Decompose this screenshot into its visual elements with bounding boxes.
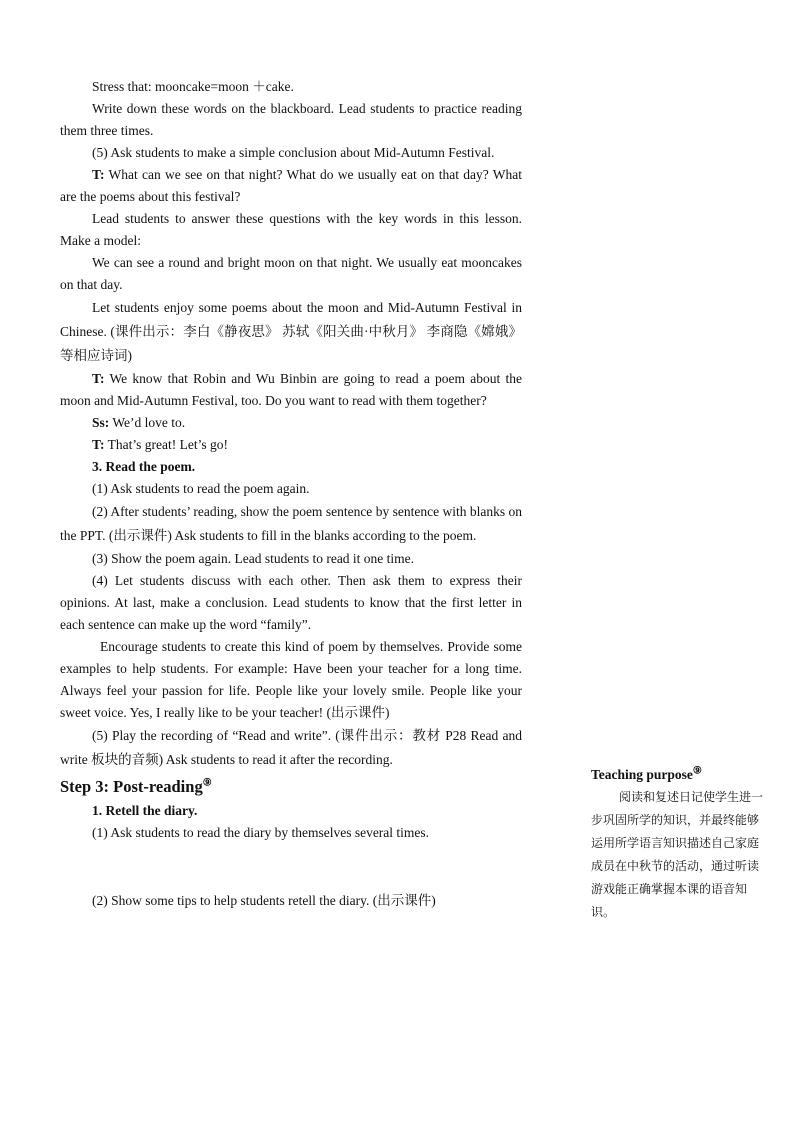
step-heading: Step 3: Post-reading⑨ xyxy=(60,777,212,796)
teaching-purpose-note xyxy=(591,764,763,924)
dialogue-teacher: T: That’s great! Let’s go! xyxy=(92,437,228,452)
paragraph: Write down these words on the blackboard. Lead students to practice reading them three times. xyxy=(60,101,522,138)
footnote-mark: ⑨ xyxy=(692,765,702,777)
blank-space xyxy=(60,844,522,890)
paragraph: Let students enjoy some poems about the moon and Mid-Autumn Festival in Chinese. (课件出示：李白《静夜思》 苏轼《阳关曲·中秋月》 李商隐《嫦娥》等相应诗词) xyxy=(60,300,522,363)
paragraph: (2) After students’ reading, show the poem sentence by sentence with blanks on the PPT. (出示课件) Ask students to fill in the blanks according to the poem. xyxy=(60,504,522,543)
paragraph: We can see a round and bright moon on that night. We usually eat mooncakes on that day. xyxy=(60,255,522,292)
note-title: Teaching purpose⑨ xyxy=(591,765,702,782)
subheading: 1. Retell the diary. xyxy=(92,803,198,818)
paragraph: (1) Ask students to read the diary by themselves several times. xyxy=(92,825,430,840)
dialogue-students: Ss: We’d love to. xyxy=(92,415,186,430)
paragraph: (2) Show some tips to help students retell the diary. (出示课件) xyxy=(92,893,436,908)
paragraph: (5) Play the recording of “Read and write”. (课件出示：教材 P28 Read and write 板块的音频) Ask students to read it after the recording. xyxy=(60,728,522,767)
paragraph: (1) Ask students to read the poem again. xyxy=(92,481,310,496)
paragraph: (5) Ask students to make a simple conclusion about Mid-Autumn Festival. xyxy=(92,145,495,160)
paragraph: Stress that: mooncake=moon ＋cake. xyxy=(92,79,294,94)
paragraph: (4) Let students discuss with each other. Then ask them to express their opinions. At last, make a conclusion. Lead students to know that the first letter in each sentence can make up the word “family”. xyxy=(60,573,522,632)
footnote-mark: ⑨ xyxy=(202,777,212,789)
paragraph: Encourage students to create this kind of poem by themselves. Provide some examples to help students. For example: Have been your teacher for a long time. Always feel your passion for life. People like your lovely smile. People like your sweet voice. Yes, I really like to be your teacher! (出示课件) xyxy=(60,639,522,720)
main-column xyxy=(60,76,522,912)
dialogue-teacher: T: What can we see on that night? What do we usually eat on that day? What are the poems about this festival? xyxy=(60,167,522,204)
paragraph: Lead students to answer these questions with the key words in this lesson. Make a model: xyxy=(60,211,522,248)
paragraph: (3) Show the poem again. Lead students to read it one time. xyxy=(92,551,415,566)
note-body: 阅读和复述日记使学生进一步巩固所学的知识，并最终能够运用所学语言知识描述自己家庭成员在中秋节的活动，通过听读游戏能正确掌握本课的语音知识。 xyxy=(591,790,764,919)
dialogue-teacher: T: We know that Robin and Wu Binbin are going to read a poem about the moon and Mid-Autumn Festival, too. Do you want to read with them together? xyxy=(60,371,522,408)
subheading: 3. Read the poem. xyxy=(92,459,196,474)
